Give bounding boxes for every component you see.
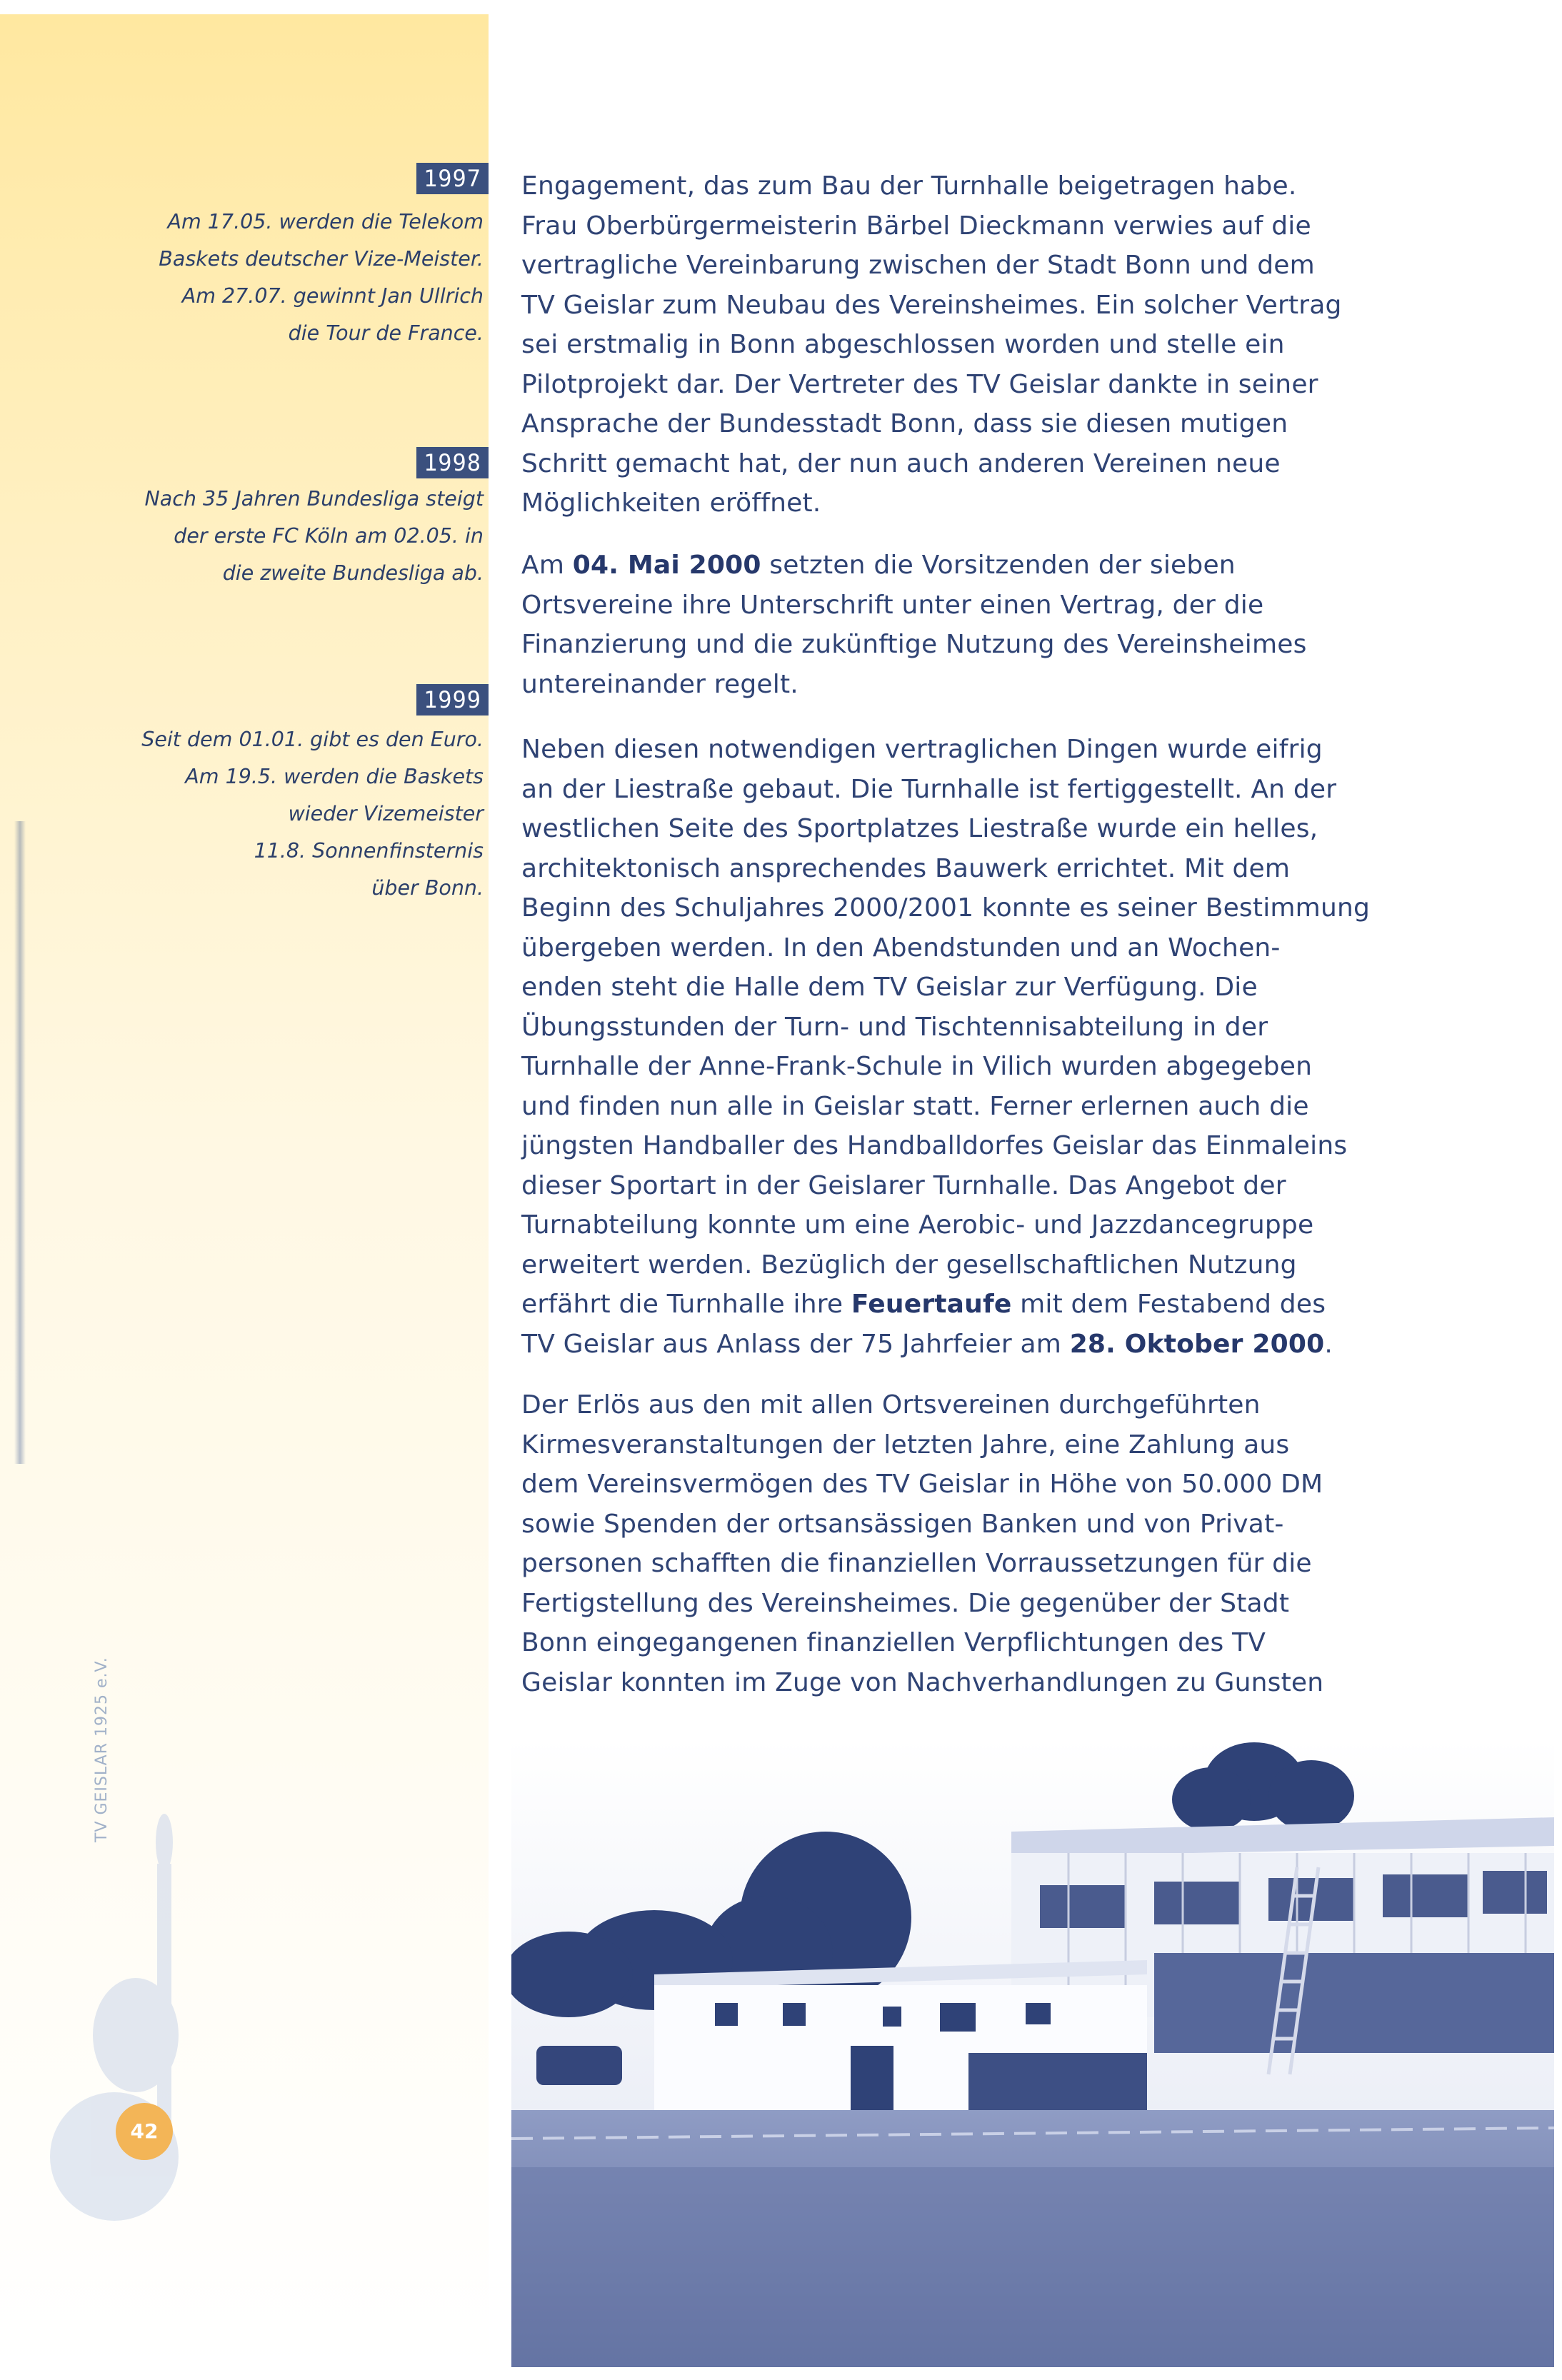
text-line: TV Geislar zum Neubau des Vereinsheimes. Ein solcher Vertrag [521, 290, 1342, 320]
text-line: Ortsvereine ihre Unterschrift unter einen Vertrag, der die [521, 590, 1264, 620]
timeline-line: Am 19.5. werden die Baskets [185, 765, 484, 788]
timeline-line: wieder Vizemeister [288, 802, 484, 825]
timeline-line: Am 17.05. werden die Telekom [167, 210, 484, 234]
text-line: jüngsten Handballer des Handballdorfes Geislar das Einmaleins [521, 1131, 1348, 1160]
text-line: Der Erlös aus den mit allen Ortsvereinen durchgeführten [521, 1390, 1261, 1420]
bold-date-oktober: 28. Oktober 2000 [1069, 1329, 1325, 1359]
vertical-club-name: TV GEISLAR 1925 e.V. [93, 1657, 111, 1842]
bold-date: Mai 2000 [627, 551, 761, 580]
text-line: untereinander regelt. [521, 669, 798, 699]
bold-day: 04. [572, 551, 619, 580]
paragraph-4 [521, 1385, 1400, 1702]
paragraph-3 [521, 730, 1400, 1364]
sports-hall-illustration [511, 1739, 1554, 2367]
text-line: Ansprache der Bundesstadt Bonn, dass sie diesen mutigen [521, 409, 1288, 438]
text-line: Pilotprojekt dar. Der Vertreter des TV Geislar dankte in seiner [521, 369, 1318, 399]
text-line: an der Liestraße gebaut. Die Turnhalle ist fertiggestellt. An der [521, 774, 1337, 804]
text-segment: TV Geislar aus Anlass der 75 Jahrfeier am [521, 1329, 1070, 1359]
timeline-line: der erste FC Köln am 02.05. in [174, 524, 484, 548]
text-line [521, 1325, 1400, 1365]
text-line: sei erstmalig in Bonn abgeschlossen worden und stelle ein [521, 330, 1285, 359]
text-line: Neben diesen notwendigen vertraglichen Dingen wurde eifrig [521, 735, 1323, 764]
text-segment: Am [521, 551, 573, 580]
text-segment: mit dem Festabend des [1011, 1290, 1326, 1319]
text-line: sowie Spenden der ortsansässigen Banken und von Privat- [521, 1509, 1284, 1539]
text-line: Beginn des Schuljahres 2000/2001 konnte es seiner Bestimmung [521, 893, 1371, 923]
year-badge-1998: 1998 [416, 447, 489, 478]
sidebar-edge-decoration [14, 821, 26, 1464]
decorative-figure [21, 1799, 207, 2242]
timeline-line: über Bonn. [371, 876, 484, 900]
timeline-line: Nach 35 Jahren Bundesliga steigt [144, 487, 484, 511]
timeline-line: die Tour de France. [288, 321, 484, 345]
text-line: vertragliche Vereinbarung zwischen der Stadt Bonn und dem [521, 251, 1315, 280]
page-number: 42 [116, 2103, 173, 2160]
paragraph-1 [521, 166, 1400, 523]
text-line: westlichen Seite des Sportplatzes Liestraße wurde ein helles, [521, 814, 1318, 843]
sports-hall-photo [511, 1739, 1554, 2367]
text-line: Bonn eingegangenen finanziellen Verpflichtungen des TV [521, 1628, 1266, 1657]
timeline-entry-1997 [84, 204, 484, 352]
text-line: Turnabteilung konnte um eine Aerobic- und Jazzdancegruppe [521, 1210, 1314, 1240]
text-line: übergeben werden. In den Abendstunden und an Wochen- [521, 933, 1281, 963]
text-line: personen schafften die finanziellen Vorraussetzungen für die [521, 1549, 1312, 1578]
text-line: Frau Oberbürgermeisterin Bärbel Dieckmann verwies auf die [521, 211, 1311, 241]
year-badge-1997: 1997 [416, 163, 489, 194]
text-line: dem Vereinsvermögen des TV Geislar in Höhe von 50.000 DM [521, 1470, 1323, 1499]
timeline-line: Baskets deutscher Vize-Meister. [159, 247, 484, 271]
paragraph-2 [521, 546, 1400, 704]
text-line: architektonisch ansprechendes Bauwerk errichtet. Mit dem [521, 853, 1291, 883]
year-badge-1999: 1999 [416, 684, 489, 715]
text-segment: setzten die Vorsitzenden der sieben [761, 551, 1236, 580]
text-line [521, 546, 1400, 586]
timeline-entry-1999 [84, 721, 484, 907]
bold-feuertaufe: Feuertaufe [851, 1290, 1012, 1319]
text-segment: erfährt die Turnhalle ihre [521, 1290, 851, 1319]
bold-space [619, 551, 628, 580]
text-line: Schritt gemacht hat, der nun auch anderen Vereinen neue [521, 448, 1281, 478]
text-line: Übungsstunden der Turn- und Tischtennisabteilung in der [521, 1012, 1268, 1042]
text-line: enden steht die Halle dem TV Geislar zur Verfügung. Die [521, 973, 1258, 1002]
text-line: und finden nun alle in Geislar statt. Ferner erlernen auch die [521, 1091, 1309, 1121]
text-line: Finanzierung und die zukünftige Nutzung des Vereinsheimes [521, 630, 1307, 659]
text-line [521, 1285, 1400, 1325]
text-line: erweitert werden. Bezüglich der gesellschaftlichen Nutzung [521, 1250, 1297, 1280]
text-line: Fertigstellung des Vereinsheimes. Die gegenüber der Stadt [521, 1588, 1290, 1618]
text-line: Geislar konnten im Zuge von Nachverhandlungen zu Gunsten [521, 1667, 1324, 1697]
text-line: Möglichkeiten eröffnet. [521, 488, 821, 518]
text-line: dieser Sportart in der Geislarer Turnhalle. Das Angebot der [521, 1170, 1286, 1200]
timeline-line: die zweite Bundesliga ab. [222, 561, 484, 585]
text-line: Kirmesveranstaltungen der letzten Jahre, eine Zahlung aus [521, 1430, 1290, 1460]
text-segment: . [1324, 1329, 1333, 1359]
text-line: Engagement, das zum Bau der Turnhalle beigetragen habe. [521, 171, 1297, 201]
timeline-line: Seit dem 01.01. gibt es den Euro. [141, 728, 484, 751]
parked-car [536, 2046, 622, 2085]
timeline-line: Am 27.07. gewinnt Jan Ullrich [181, 284, 484, 308]
timeline-entry-1998 [84, 481, 484, 592]
timeline-line: 11.8. Sonnenfinsternis [254, 839, 484, 863]
text-line: Turnhalle der Anne-Frank-Schule in Vilich wurden abgegeben [521, 1052, 1313, 1081]
